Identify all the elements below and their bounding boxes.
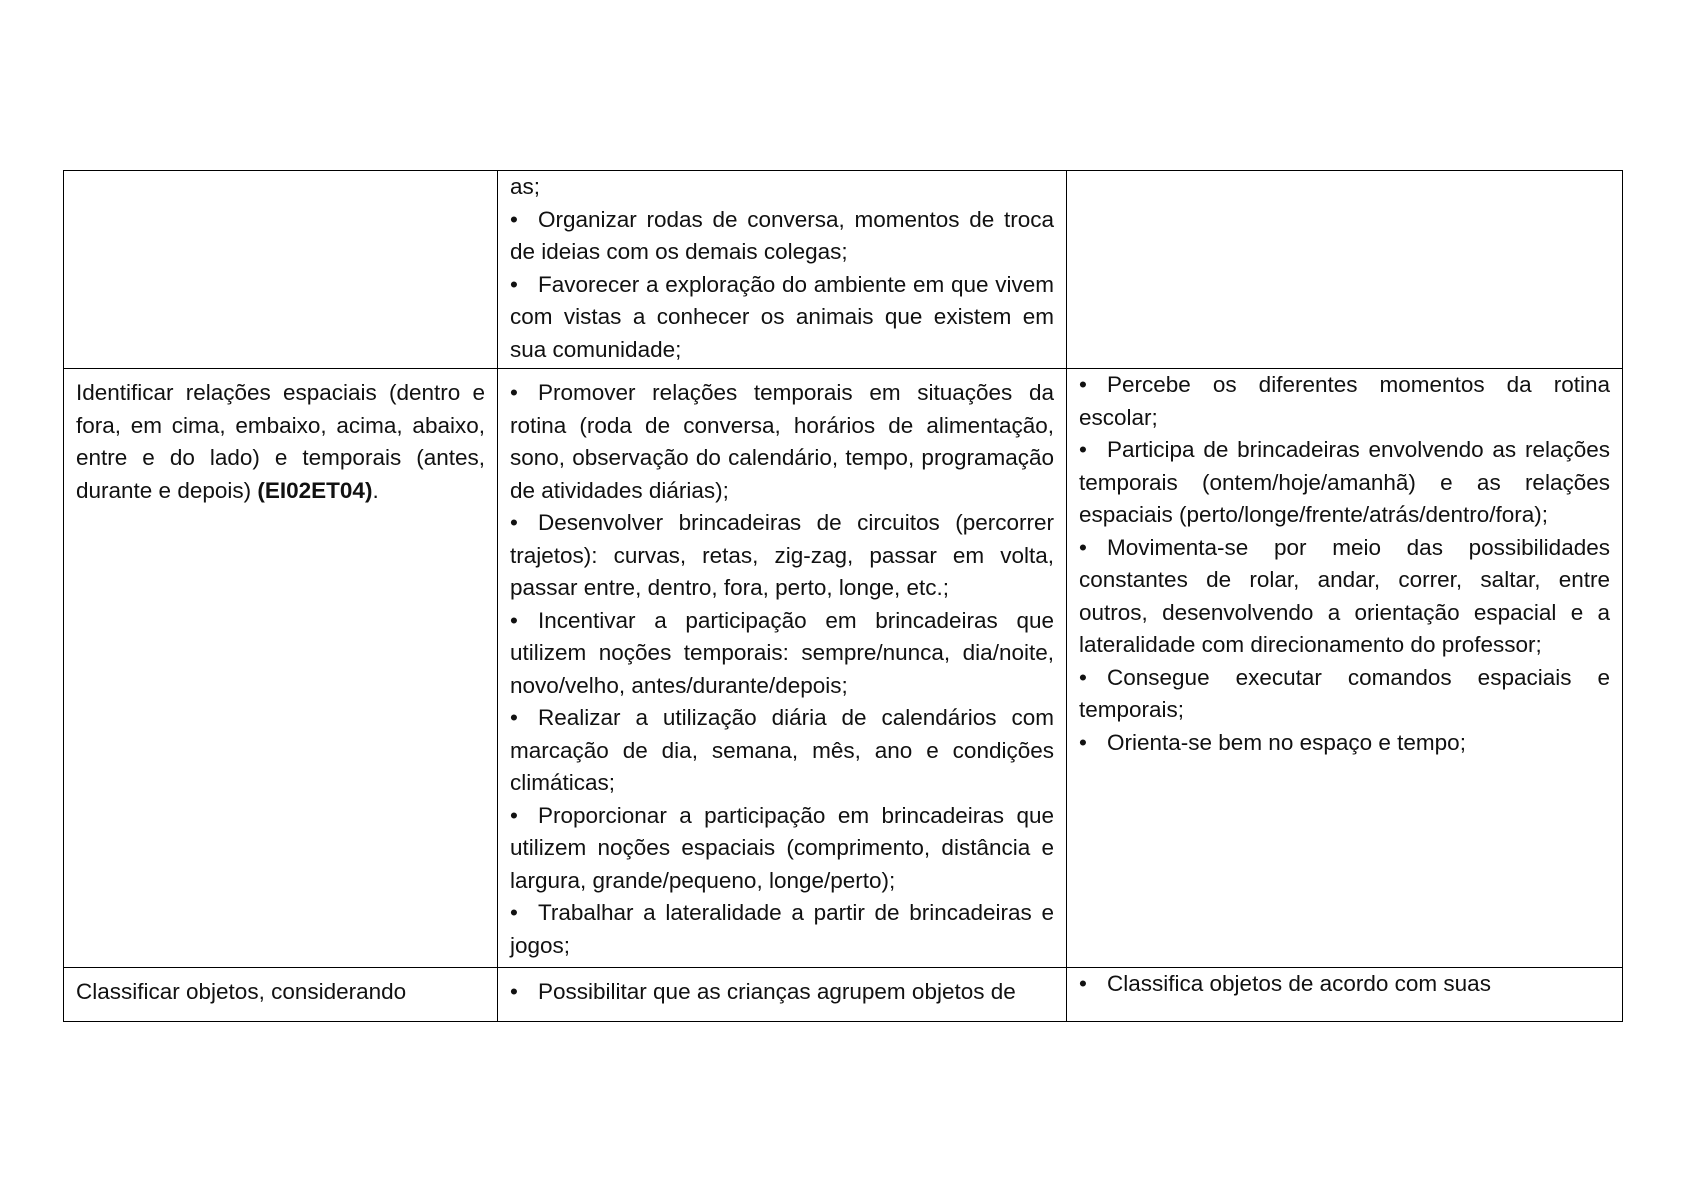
- bullet-icon: •: [510, 705, 518, 730]
- activity-item: • Possibilitar que as crianças agrupem objetos de: [510, 976, 1054, 1009]
- indicator-item: • Percebe os diferentes momentos da rotina escolar;: [1079, 369, 1610, 434]
- table-row: [64, 369, 1623, 968]
- activity-item: • Desenvolver brincadeiras de circuitos (percorrer trajetos): curvas, retas, zig-zag, passar em volta, passar entre, dentro, fora, perto, longe, etc.;: [510, 507, 1054, 605]
- indicator-item: • Orienta-se bem no espaço e tempo;: [1079, 727, 1610, 760]
- bullet-icon: •: [1079, 534, 1087, 560]
- bullet-icon: •: [510, 206, 518, 232]
- curriculum-table: [63, 170, 1623, 1022]
- indicators-cell: [1067, 369, 1623, 968]
- objective-cell: [64, 171, 498, 369]
- bullet-icon: •: [510, 510, 518, 535]
- bullet-icon: •: [1079, 664, 1087, 690]
- objective-cell: [64, 968, 498, 1022]
- table-row: [64, 968, 1623, 1022]
- table-row: [64, 171, 1623, 369]
- bullet-icon: •: [510, 380, 518, 405]
- bullet-icon: •: [1079, 372, 1087, 397]
- objective-cell: [64, 369, 498, 968]
- activity-item: • Incentivar a participação em brincadeiras que utilizem noções temporais: sempre/nunca, dia/noite, novo/velho, antes/durante/depois;: [510, 605, 1054, 703]
- bullet-icon: •: [510, 271, 518, 297]
- indicators-cell: [1067, 968, 1623, 1022]
- bullet-icon: •: [510, 607, 518, 633]
- activities-cell: [498, 171, 1067, 369]
- bullet-icon: •: [510, 979, 518, 1004]
- indicator-item: • Consegue executar comandos espaciais e temporais;: [1079, 662, 1610, 727]
- bullet-icon: •: [510, 802, 518, 828]
- activity-item: • Favorecer a exploração do ambiente em que vivem com vistas a conhecer os animais que existem em sua comunidade;: [510, 269, 1054, 367]
- objective-code: (EI02ET04): [257, 477, 373, 503]
- objective-text: Classificar objetos, considerando: [76, 979, 407, 1004]
- activity-continuation: as;: [510, 174, 541, 199]
- bullet-icon: •: [1079, 971, 1087, 996]
- bullet-icon: •: [1079, 437, 1087, 462]
- activity-item: • Promover relações temporais em situações da rotina (roda de conversa, horários de alimentação, sono, observação do calendário, tempo, programação de atividades diárias);: [510, 377, 1054, 507]
- activities-cell: [498, 968, 1067, 1022]
- activity-item: • Proporcionar a participação em brincadeiras que utilizem noções espaciais (comprimento, distância e largura, grande/pequeno, longe/perto);: [510, 800, 1054, 898]
- objective-text: Identificar relações espaciais (dentro e fora, em cima, embaixo, acima, abaixo, entre e do lado) e temporais (antes, durante e depois): [76, 380, 485, 503]
- activity-item: • Organizar rodas de conversa, momentos de troca de ideias com os demais colegas;: [510, 204, 1054, 269]
- activity-item: • Realizar a utilização diária de calendários com marcação de dia, semana, mês, ano e condições climáticas;: [510, 702, 1054, 800]
- objective-end: .: [372, 477, 379, 503]
- indicator-item: • Participa de brincadeiras envolvendo as relações temporais (ontem/hoje/amanhã) e as relações espaciais (perto/longe/frente/atrás/dentro/fora);: [1079, 434, 1610, 532]
- bullet-icon: •: [1079, 729, 1087, 755]
- bullet-icon: •: [510, 900, 518, 925]
- indicators-cell: [1067, 171, 1623, 369]
- activities-cell: [498, 369, 1067, 968]
- indicator-item: • Classifica objetos de acordo com suas: [1079, 968, 1610, 1001]
- indicator-item: • Movimenta-se por meio das possibilidades constantes de rolar, andar, correr, saltar, entre outros, desenvolvendo a orientação espacial e a lateralidade com direcionamento do professor;: [1079, 532, 1610, 662]
- activity-item: • Trabalhar a lateralidade a partir de brincadeiras e jogos;: [510, 897, 1054, 962]
